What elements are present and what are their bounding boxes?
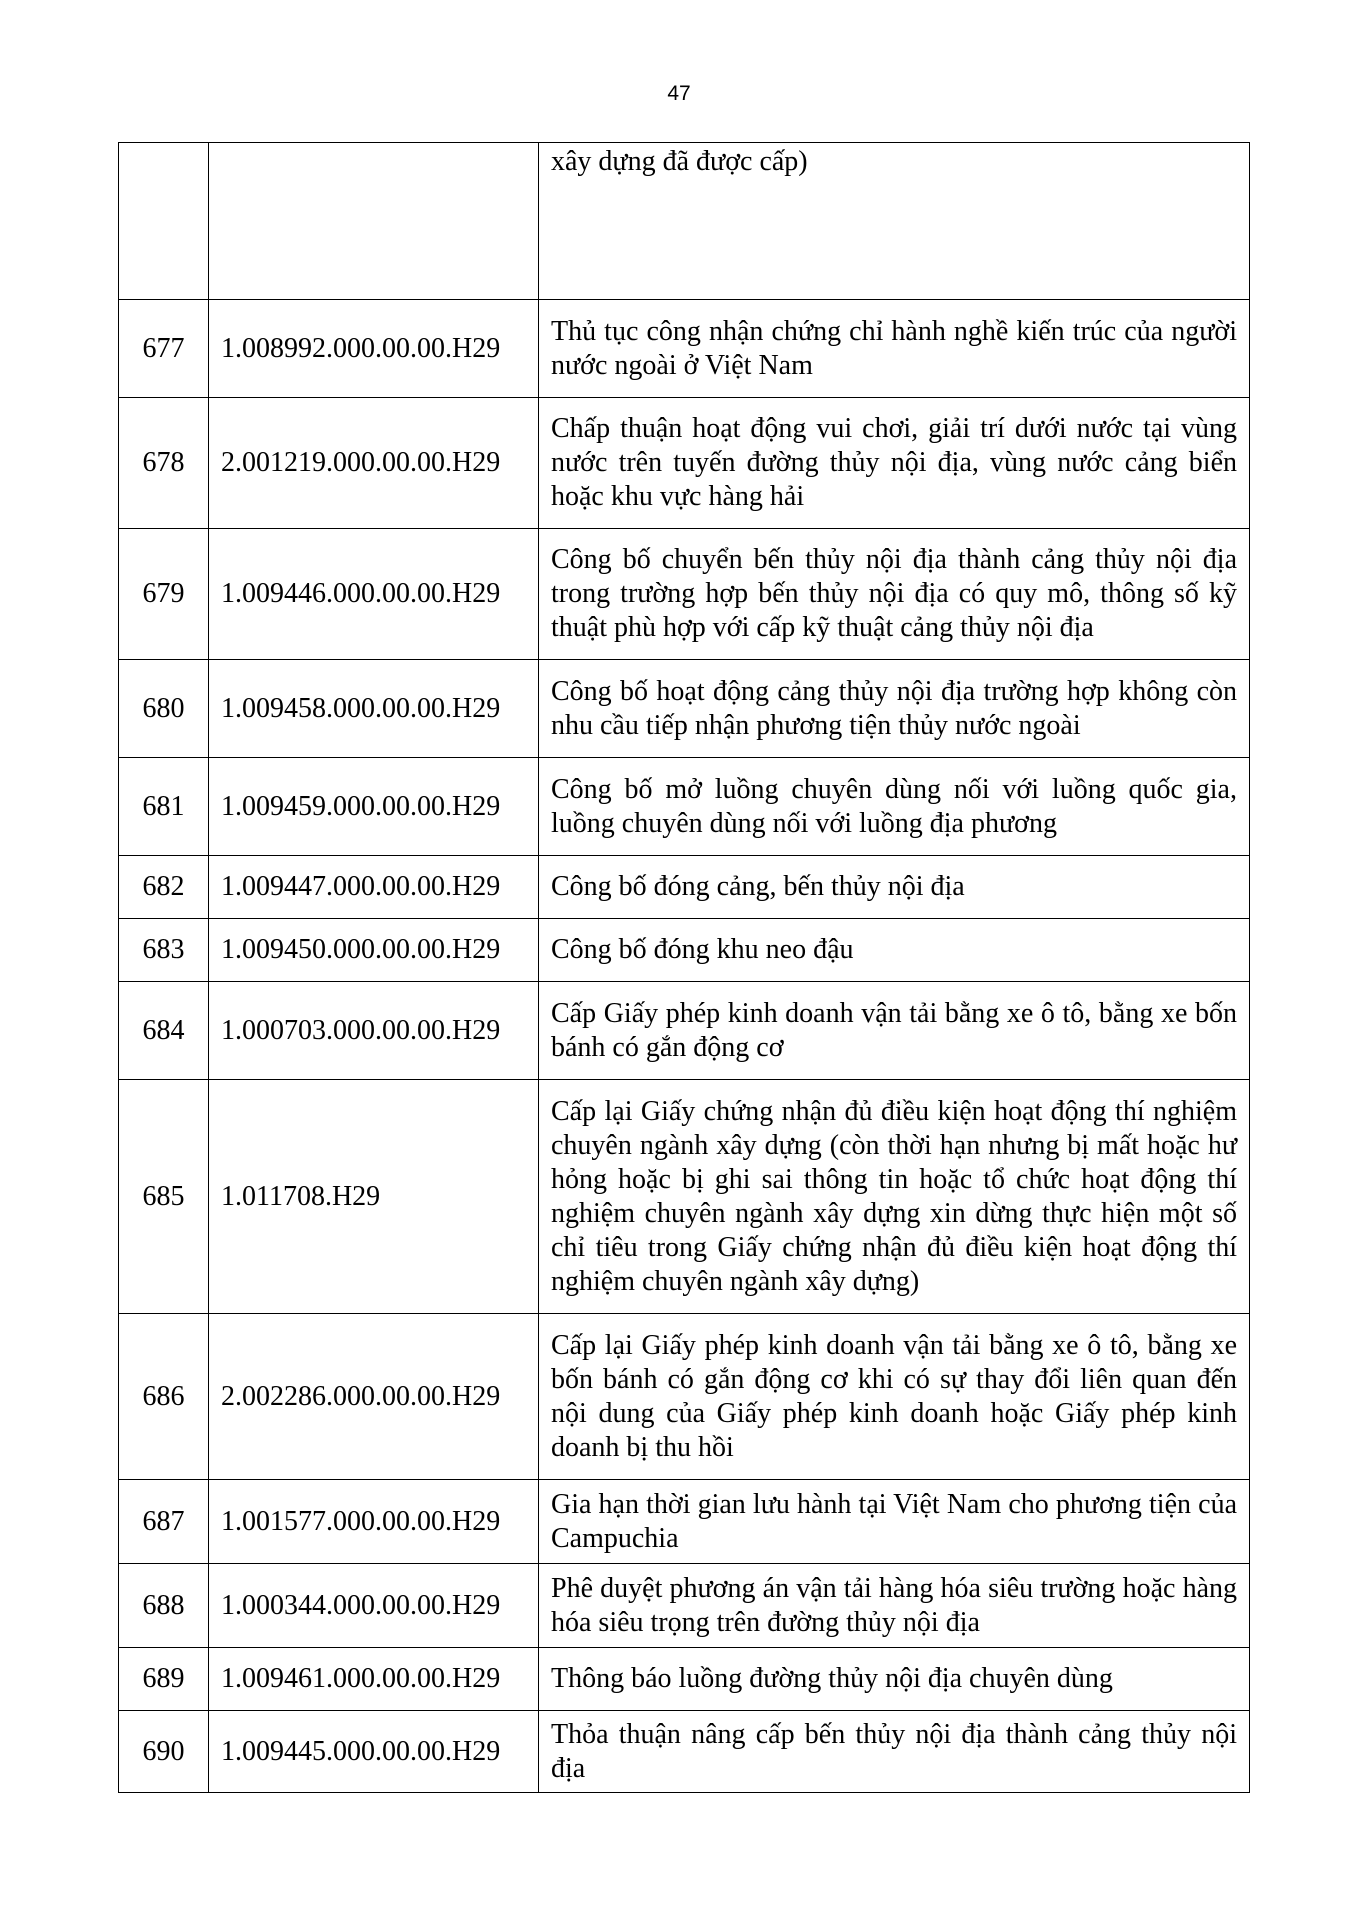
code-cell: 1.009450.000.00.00.H29 bbox=[209, 919, 539, 982]
stt-cell: 678 bbox=[119, 398, 209, 529]
procedure-name-cell: Công bố mở luồng chuyên dùng nối với luồng quốc gia, luồng chuyên dùng nối với luồng địa phương bbox=[539, 758, 1250, 856]
procedure-name-cell: Cấp Giấy phép kinh doanh vận tải bằng xe ô tô, bằng xe bốn bánh có gắn động cơ bbox=[539, 982, 1250, 1080]
procedure-name-cell: Công bố chuyển bến thủy nội địa thành cảng thủy nội địa trong trường hợp bến thủy nội địa có quy mô, thông số kỹ thuật phù hợp với cấp kỹ thuật cảng thủy nội địa bbox=[539, 529, 1250, 660]
code-cell: 1.008992.000.00.00.H29 bbox=[209, 300, 539, 398]
stt-cell: 679 bbox=[119, 529, 209, 660]
code-cell: 1.009458.000.00.00.H29 bbox=[209, 660, 539, 758]
procedure-name-cell: Phê duyệt phương án vận tải hàng hóa siêu trường hoặc hàng hóa siêu trọng trên đường thủy nội địa bbox=[539, 1564, 1250, 1648]
procedure-name-cell: Thông báo luồng đường thủy nội địa chuyên dùng bbox=[539, 1648, 1250, 1711]
table-row bbox=[119, 1480, 1250, 1564]
code-cell: 1.011708.H29 bbox=[209, 1080, 539, 1314]
code-cell: 1.000703.000.00.00.H29 bbox=[209, 982, 539, 1080]
stt-cell: 686 bbox=[119, 1314, 209, 1480]
code-cell bbox=[209, 143, 539, 300]
procedure-name-cell: Thỏa thuận nâng cấp bến thủy nội địa thành cảng thủy nội địa bbox=[539, 1711, 1250, 1793]
procedure-name-cell: xây dựng đã được cấp) bbox=[539, 143, 1250, 300]
table-row bbox=[119, 856, 1250, 919]
code-cell: 1.009459.000.00.00.H29 bbox=[209, 758, 539, 856]
stt-cell: 681 bbox=[119, 758, 209, 856]
table-row bbox=[119, 1080, 1250, 1314]
procedure-name-cell: Thủ tục công nhận chứng chỉ hành nghề kiến trúc của người nước ngoài ở Việt Nam bbox=[539, 300, 1250, 398]
table-row bbox=[119, 529, 1250, 660]
table-row bbox=[119, 1564, 1250, 1648]
table-row bbox=[119, 919, 1250, 982]
stt-cell: 677 bbox=[119, 300, 209, 398]
table-row bbox=[119, 982, 1250, 1080]
procedure-name-cell: Công bố đóng khu neo đậu bbox=[539, 919, 1250, 982]
code-cell: 1.009446.000.00.00.H29 bbox=[209, 529, 539, 660]
code-cell: 1.000344.000.00.00.H29 bbox=[209, 1564, 539, 1648]
table-row bbox=[119, 660, 1250, 758]
table-row bbox=[119, 1648, 1250, 1711]
stt-cell: 689 bbox=[119, 1648, 209, 1711]
stt-cell: 685 bbox=[119, 1080, 209, 1314]
stt-cell: 683 bbox=[119, 919, 209, 982]
table-row bbox=[119, 398, 1250, 529]
code-cell: 1.009461.000.00.00.H29 bbox=[209, 1648, 539, 1711]
code-cell: 2.001219.000.00.00.H29 bbox=[209, 398, 539, 529]
procedure-name-cell: Công bố hoạt động cảng thủy nội địa trường hợp không còn nhu cầu tiếp nhận phương tiện thủy nước ngoài bbox=[539, 660, 1250, 758]
procedure-name-cell: Cấp lại Giấy phép kinh doanh vận tải bằng xe ô tô, bằng xe bốn bánh có gắn động cơ khi có sự thay đổi liên quan đến nội dung của Giấy phép kinh doanh hoặc Giấy phép kinh doanh bị thu hồi bbox=[539, 1314, 1250, 1480]
code-cell: 1.009447.000.00.00.H29 bbox=[209, 856, 539, 919]
procedures-table bbox=[118, 142, 1250, 1793]
code-cell: 1.009445.000.00.00.H29 bbox=[209, 1711, 539, 1793]
stt-cell: 688 bbox=[119, 1564, 209, 1648]
stt-cell: 687 bbox=[119, 1480, 209, 1564]
code-cell: 2.002286.000.00.00.H29 bbox=[209, 1314, 539, 1480]
stt-cell: 690 bbox=[119, 1711, 209, 1793]
table-row bbox=[119, 300, 1250, 398]
stt-cell: 684 bbox=[119, 982, 209, 1080]
code-cell: 1.001577.000.00.00.H29 bbox=[209, 1480, 539, 1564]
procedure-name-cell: Công bố đóng cảng, bến thủy nội địa bbox=[539, 856, 1250, 919]
table-row bbox=[119, 1711, 1250, 1793]
stt-cell: 682 bbox=[119, 856, 209, 919]
stt-cell bbox=[119, 143, 209, 300]
procedure-name-cell: Gia hạn thời gian lưu hành tại Việt Nam cho phương tiện của Campuchia bbox=[539, 1480, 1250, 1564]
table-row bbox=[119, 758, 1250, 856]
procedure-name-cell: Cấp lại Giấy chứng nhận đủ điều kiện hoạt động thí nghiệm chuyên ngành xây dựng (còn thời hạn nhưng bị mất hoặc hư hỏng hoặc bị ghi sai thông tin hoặc tổ chức hoạt động thí nghiệm chuyên ngành xây dựng xin dừng thực hiện một số chỉ tiêu trong Giấy chứng nhận đủ điều kiện hoạt động thí nghiệm chuyên ngành xây dựng) bbox=[539, 1080, 1250, 1314]
page-number: 47 bbox=[667, 82, 691, 105]
stt-cell: 680 bbox=[119, 660, 209, 758]
procedure-name-cell: Chấp thuận hoạt động vui chơi, giải trí dưới nước tại vùng nước trên tuyến đường thủy nội địa, vùng nước cảng biển hoặc khu vực hàng hải bbox=[539, 398, 1250, 529]
table-row bbox=[119, 1314, 1250, 1480]
table-row bbox=[119, 143, 1250, 300]
